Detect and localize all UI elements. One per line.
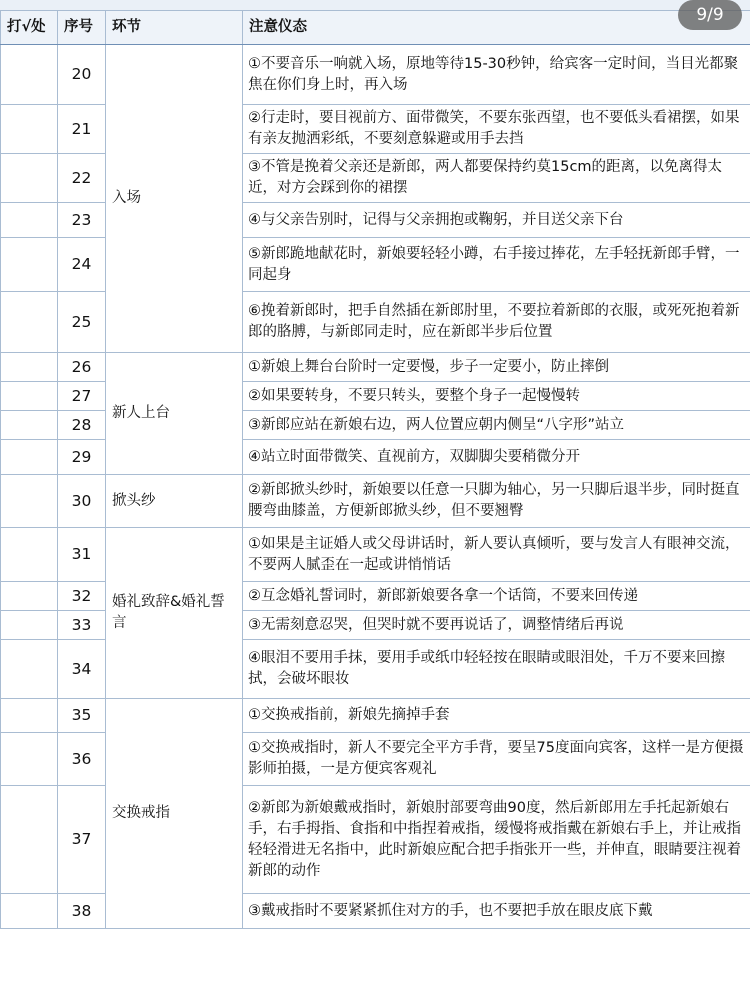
note-cell: ②如果要转身，不要只转头，要整个身子一起慢慢转	[243, 382, 750, 411]
row-number: 27	[58, 382, 106, 411]
note-cell: ③不管是挽着父亲还是新郎，两人都要保持约莫15cm的距离，以免离得太近，对方会踩到你的裙摆	[243, 154, 750, 203]
note-cell: ④站立时面带微笑、直视前方，双脚脚尖要稍微分开	[243, 440, 750, 475]
stage-cell: 新人上台	[106, 353, 243, 475]
note-cell: ⑥挽着新郎时，把手自然插在新郎肘里，不要拉着新郎的衣服，或死死抱着新郎的胳膊，与新郎同走时，应在新郎半步后位置	[243, 292, 750, 353]
check-cell[interactable]	[1, 353, 58, 382]
check-cell[interactable]	[1, 786, 58, 894]
note-cell: ①不要音乐一响就入场，原地等待15-30秒钟，给宾客一定时间，当目光都聚焦在你们身上时，再入场	[243, 45, 750, 105]
header-number: 序号	[58, 11, 106, 45]
row-number: 38	[58, 894, 106, 929]
check-cell[interactable]	[1, 475, 58, 528]
check-cell[interactable]	[1, 528, 58, 582]
row-number: 30	[58, 475, 106, 528]
header-check: 打√处	[1, 11, 58, 45]
note-cell: ④眼泪不要用手抹，要用手或纸巾轻轻按在眼睛或眼泪处，千万不要来回擦拭，会破坏眼妆	[243, 640, 750, 699]
check-cell[interactable]	[1, 292, 58, 353]
stage-cell: 交换戒指	[106, 699, 243, 929]
row-number: 23	[58, 203, 106, 238]
header-row	[1, 11, 750, 45]
note-cell: ②新郎为新娘戴戒指时，新娘肘部要弯曲90度，然后新郎用左手托起新娘右手，右手拇指、食指和中指捏着戒指，缓慢将戒指戴在新娘右手上，并让戒指轻轻滑进无名指中，此时新娘应配合把手指张开一些，并伸直，眼睛要注视着新郎的动作	[243, 786, 750, 894]
check-cell[interactable]	[1, 894, 58, 929]
table-row	[1, 528, 750, 582]
row-number: 32	[58, 582, 106, 611]
note-cell: ①交换戒指前，新娘先摘掉手套	[243, 699, 750, 733]
note-cell: ②行走时，要目视前方、面带微笑，不要东张西望，也不要低头看裙摆，如果有亲友抛洒彩纸，不要刻意躲避或用手去挡	[243, 105, 750, 154]
row-number: 26	[58, 353, 106, 382]
row-number: 33	[58, 611, 106, 640]
note-cell: ①如果是主证婚人或父母讲话时，新人要认真倾听，要与发言人有眼神交流，不要两人腻歪在一起或讲悄悄话	[243, 528, 750, 582]
note-cell: ①交换戒指时，新人不要完全平方手背，要呈75度面向宾客，这样一是方便摄影师拍摄，一是方便宾客观礼	[243, 733, 750, 786]
row-number: 21	[58, 105, 106, 154]
note-cell: ⑤新郎跪地献花时，新娘要轻轻小蹲，右手接过捧花，左手轻抚新郎手臂，一同起身	[243, 238, 750, 292]
note-cell: ①新娘上舞台台阶时一定要慢，步子一定要小，防止摔倒	[243, 353, 750, 382]
page-counter: 9/9	[678, 0, 742, 30]
wedding-etiquette-table	[0, 10, 750, 929]
check-cell[interactable]	[1, 411, 58, 440]
check-cell[interactable]	[1, 382, 58, 411]
row-number: 25	[58, 292, 106, 353]
check-cell[interactable]	[1, 699, 58, 733]
note-cell: ②互念婚礼誓词时，新郎新娘要各拿一个话筒，不要来回传递	[243, 582, 750, 611]
row-number: 22	[58, 154, 106, 203]
check-cell[interactable]	[1, 105, 58, 154]
row-number: 28	[58, 411, 106, 440]
note-cell: ③新郎应站在新娘右边，两人位置应朝内侧呈“八字形”站立	[243, 411, 750, 440]
check-cell[interactable]	[1, 203, 58, 238]
check-cell[interactable]	[1, 440, 58, 475]
row-number: 24	[58, 238, 106, 292]
check-cell[interactable]	[1, 154, 58, 203]
note-cell: ③无需刻意忍哭，但哭时就不要再说话了，调整情绪后再说	[243, 611, 750, 640]
stage-cell: 入场	[106, 45, 243, 353]
row-number: 20	[58, 45, 106, 105]
row-number: 36	[58, 733, 106, 786]
check-cell[interactable]	[1, 733, 58, 786]
stage-cell: 掀头纱	[106, 475, 243, 528]
table-row	[1, 699, 750, 733]
check-cell[interactable]	[1, 640, 58, 699]
header-stage: 环节	[106, 11, 243, 45]
table-row	[1, 45, 750, 105]
row-number: 34	[58, 640, 106, 699]
note-cell: ②新郎掀头纱时，新娘要以任意一只脚为轴心，另一只脚后退半步，同时挺直腰弯曲膝盖，方便新郎掀头纱，但不要翘臀	[243, 475, 750, 528]
check-cell[interactable]	[1, 582, 58, 611]
table-row	[1, 353, 750, 382]
check-cell[interactable]	[1, 611, 58, 640]
stage-cell: 婚礼致辞&婚礼誓言	[106, 528, 243, 699]
note-cell: ④与父亲告别时，记得与父亲拥抱或鞠躬，并目送父亲下台	[243, 203, 750, 238]
table-row	[1, 475, 750, 528]
check-cell[interactable]	[1, 238, 58, 292]
row-number: 29	[58, 440, 106, 475]
header-note: 注意仪态	[243, 11, 750, 45]
note-cell: ③戴戒指时不要紧紧抓住对方的手，也不要把手放在眼皮底下戴	[243, 894, 750, 929]
row-number: 37	[58, 786, 106, 894]
row-number: 31	[58, 528, 106, 582]
row-number: 35	[58, 699, 106, 733]
check-cell[interactable]	[1, 45, 58, 105]
